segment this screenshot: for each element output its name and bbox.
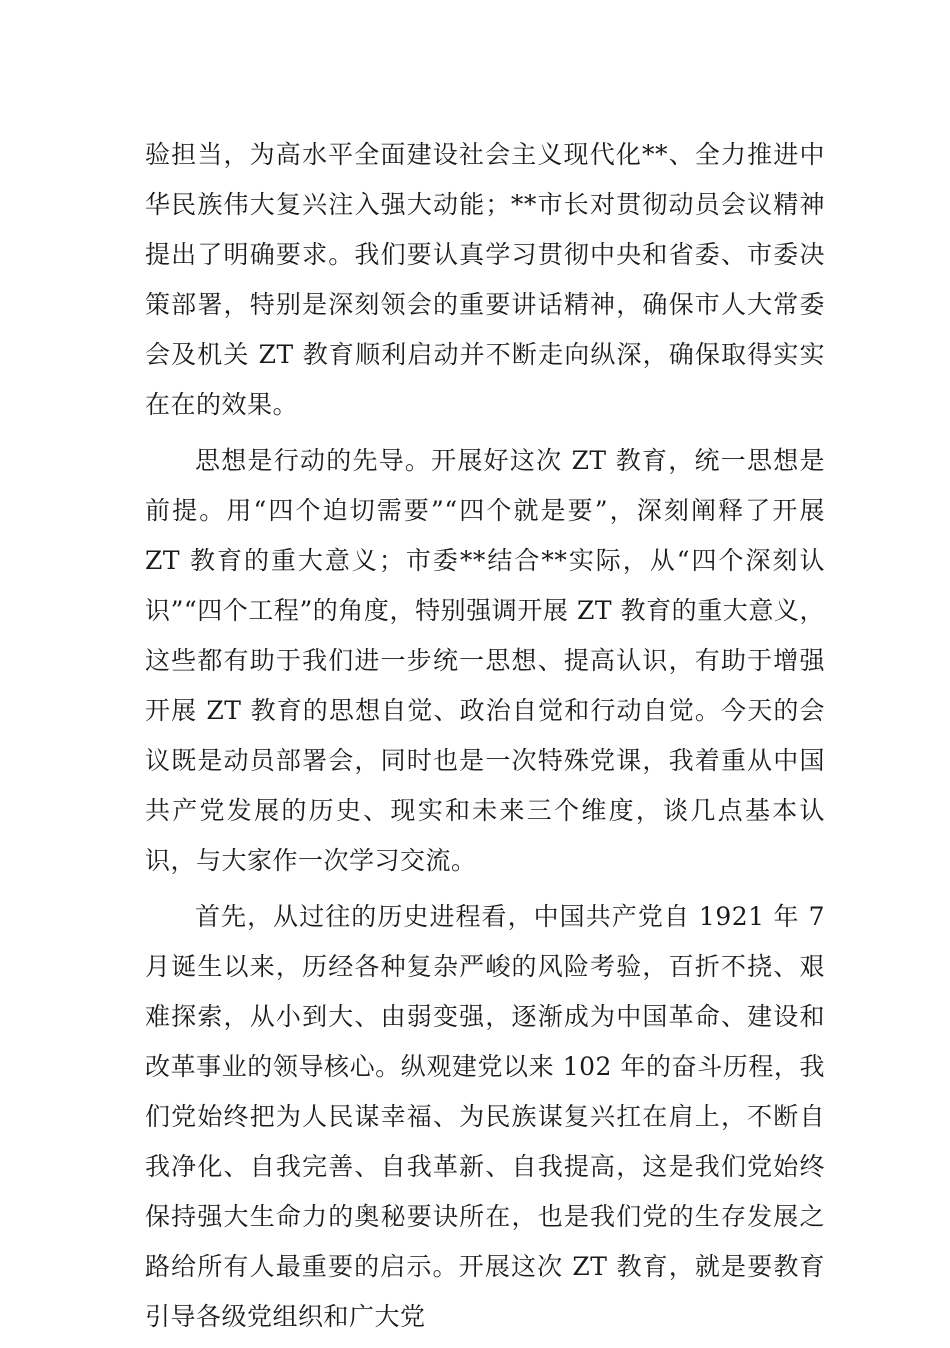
paragraph-thought-guidance: 思想是行动的先导。开展好这次 ZT 教育，统一思想是前提。用“四个迫切需要”“四个就是要”，深刻阐释了开展 ZT 教育的重大意义；市委**结合**实际，从“四个深刻认识”“四个工程”的角度，特别强调开展 ZT 教育的重大意义，这些都有助于我们进一步统一思想、提高认识，有助于增强开展 ZT 教育的思想自觉、政治自觉和行动自觉。今天的会议既是动员部署会，同时也是一次特殊党课，我着重从中国共产党发展的历史、现实和未来三个维度，谈几点基本认识，与大家作一次学习交流。 [145,446,825,875]
document-body [145,130,825,1348]
paragraph-continued: 验担当，为高水平全面建设社会主义现代化**、全力推进中华民族伟大复兴注入强大动能；**市长对贯彻动员会议精神提出了明确要求。我们要认真学习贯彻中央和省委、市委决策部署，特别是深刻领会的重要讲话精神，确保市人大常委会及机关 ZT 教育顺利启动并不断走向纵深，确保取得实实在在的效果。 [145,140,825,419]
paragraph-history: 首先，从过往的历史进程看，中国共产党自 1921 年 7 月诞生以来，历经各种复杂严峻的风险考验，百折不挠、艰难探索，从小到大、由弱变强，逐渐成为中国革命、建设和改革事业的领导核心。纵观建党以来 102 年的奋斗历程，我们党始终把为人民谋幸福、为民族谋复兴扛在肩上，不断自我净化、自我完善、自我革新、自我提高，这是我们党始终保持强大生命力的奥秘要诀所在，也是我们党的生存发展之路给所有人最重要的启示。开展这次 ZT 教育，就是要教育引导各级党组织和广大党 [145,902,825,1331]
